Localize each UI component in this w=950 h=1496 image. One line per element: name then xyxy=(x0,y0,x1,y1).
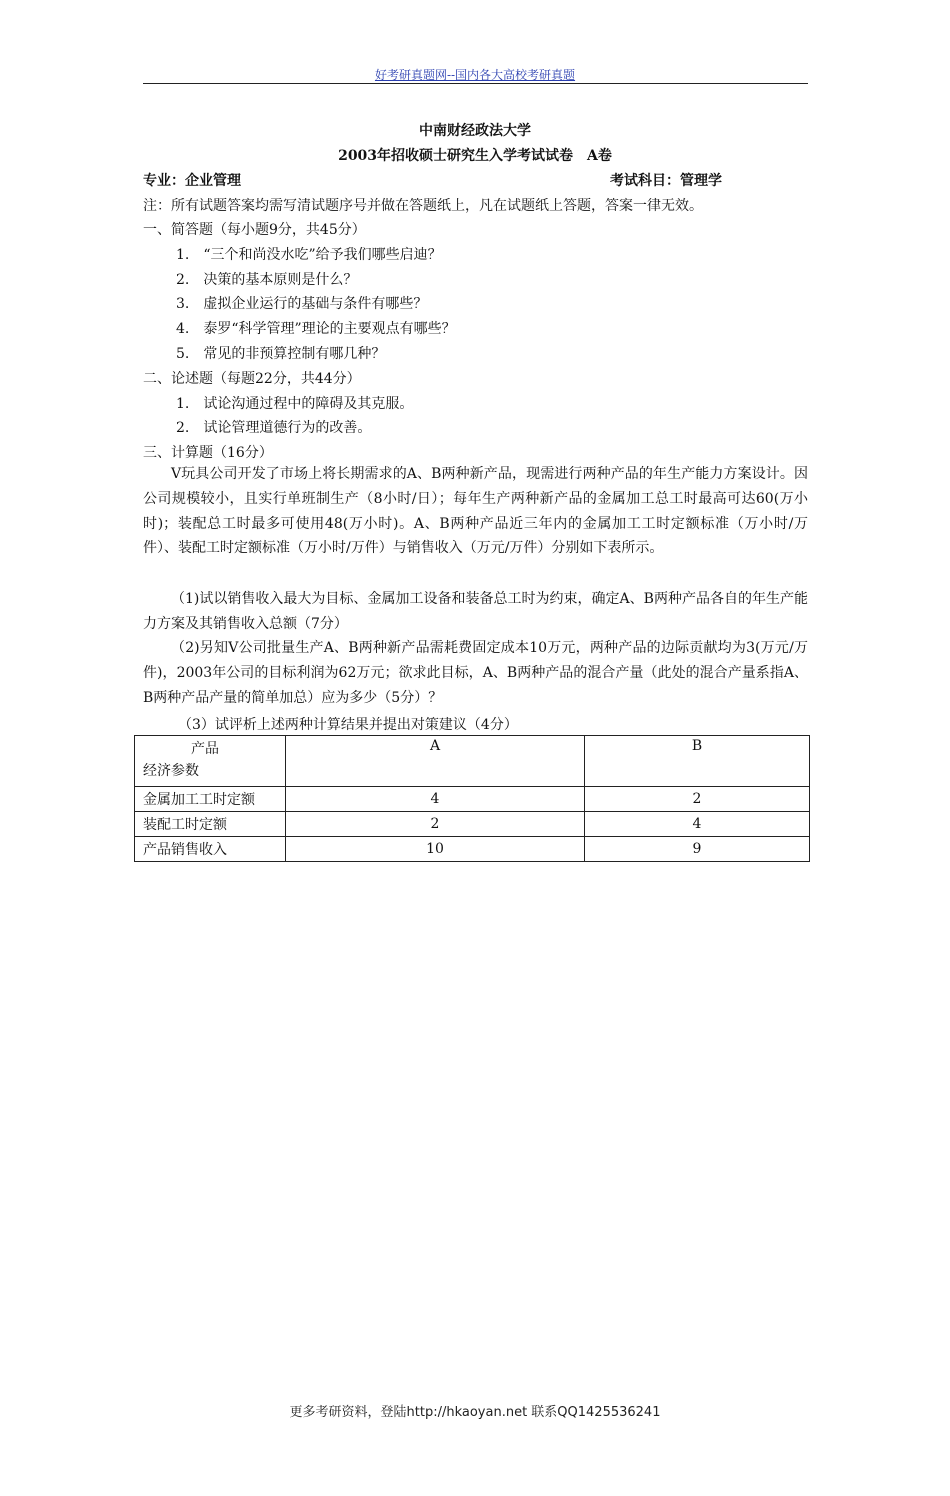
section2-heading: 二、论述题（每题22分，共44分） xyxy=(143,371,361,387)
row-label: 金属加工工时定额 xyxy=(135,787,286,812)
table-corner-cell xyxy=(135,736,286,787)
major-label: 专业：企业管理 xyxy=(143,173,241,189)
header-col-b: B xyxy=(585,736,810,787)
section1-item: 1. “三个和尚没水吃”给予我们哪些启迪？ xyxy=(176,247,442,263)
section1-item: 4. 泰罗“科学管理”理论的主要观点有哪些？ xyxy=(176,321,456,337)
cell-a: 4 xyxy=(286,787,585,812)
section3-question-2: （2)另知V公司批量生产A、B两种新产品需耗费固定成本10万元，两种产品的边际贡献均为3(万元/万件)，2003年公司的目标利润为62万元；欲求此目标，A、B两种产品的混合产量（此处的混合产量系指A、B两种产品产量的简单加总）应为多少（5分）？ xyxy=(143,640,808,706)
section3-question-1: （1)试以销售收入最大为目标、金属加工设备和装备总工时为约束，确定A、B两种产品各自的年生产能力方案及其销售收入总额（7分） xyxy=(143,591,808,632)
section1-item: 5. 常见的非预算控制有哪几种？ xyxy=(176,346,386,362)
section3-question-3: （3）试评析上述两种计算结果并提出对策建议（4分） xyxy=(178,717,518,733)
exam-note: 注：所有试题答案均需写清试题序号并做在答题纸上，凡在试题纸上答题，答案一律无效。 xyxy=(143,198,703,214)
table-row xyxy=(135,787,810,812)
header-product-label: 产品 xyxy=(191,741,219,757)
section3-intro: V玩具公司开发了市场上将长期需求的A、B两种新产品，现需进行两种产品的年生产能力方案设计。因公司规模较小，且实行单班制生产（8小时/日）；每年生产两种新产品的金属加工总工时最高可达60(万小时)；装配总工时最多可使用48(万小时)。A、B两种产品近三年内的金属加工工时定额标准（万小时/万件）、装配工时定额标准（万小时/万件）与销售收入（万元/万件）分别如下表所示。 xyxy=(143,466,808,557)
row-label: 装配工时定额 xyxy=(135,812,286,837)
section1-item: 3. 虚拟企业运行的基础与条件有哪些？ xyxy=(176,296,428,312)
section1-item: 2. 决策的基本原则是什么？ xyxy=(176,272,358,288)
section3-heading: 三、计算题（16分） xyxy=(143,445,273,461)
section2-item: 1. 试论沟通过程中的障碍及其克服。 xyxy=(176,396,414,412)
header-link[interactable]: 好考研真题网--国内各大高校考研真题 xyxy=(374,68,576,82)
header-parameter-label: 经济参数 xyxy=(143,763,199,779)
table-row xyxy=(135,812,810,837)
header-col-a: A xyxy=(286,736,585,787)
cell-a: 10 xyxy=(286,837,585,862)
exam-title: 2003年招收硕士研究生入学考试试卷 A卷 xyxy=(338,148,612,164)
school-title: 中南财经政法大学 xyxy=(419,123,531,139)
cell-b: 2 xyxy=(585,787,810,812)
cell-b: 9 xyxy=(585,837,810,862)
section1-heading: 一、简答题（每小题9分，共45分） xyxy=(143,222,366,238)
parameter-table xyxy=(134,735,810,862)
subject-label: 考试科目：管理学 xyxy=(610,173,722,189)
header-divider xyxy=(143,83,808,84)
cell-b: 4 xyxy=(585,812,810,837)
footer-text: 更多考研资料，登陆http://hkaoyan.net 联系QQ1425536241 xyxy=(289,1405,661,1420)
cell-a: 2 xyxy=(286,812,585,837)
row-label: 产品销售收入 xyxy=(135,837,286,862)
section2-item: 2. 试论管理道德行为的改善。 xyxy=(176,420,372,436)
table-row xyxy=(135,837,810,862)
table-header-row xyxy=(135,736,810,787)
